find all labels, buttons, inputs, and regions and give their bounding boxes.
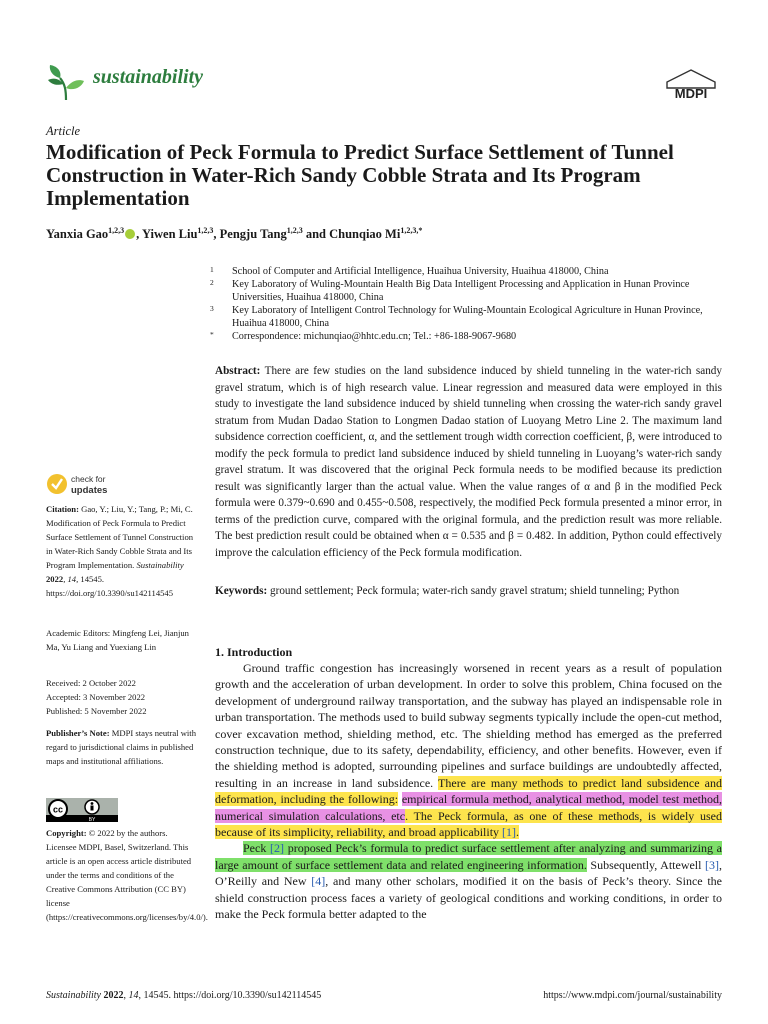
received-date: Received: 2 October 2022 [46,678,136,688]
check-for-updates-button[interactable] [46,470,126,498]
accepted-date: Accepted: 3 November 2022 [46,692,146,702]
abstract-text: There are few studies on the land subsidence induced by shield tunneling in the water-rich sandy gravel stratum, which is of high research value. Linear regression and measured data were employed in this study to investigate the land subsidence induced by shield tunneling when crossing the water-rich sandy gravel stratum from Mudan Dadao Station to Longmen Dadao station of Luoyang Metro Line 2. The maximum land subsidence correction coefficient, α, and the settlement trough width correction coefficient, β, were introduced to modify the peck formula to predict land subsidence induced by shield tunneling in Luoyang’s water-rich sandy gravel stratum. It was discovered that the original Peck formula needs to be modified because its prediction result was significantly larger than the actual value. When the value ranges of α and β in the modified Peck formula were 0.379~0.690 and 0.455~0.508, respectively, the modified Peck formula presented a minor error, in terms of the prediction curve, compared with the original formula, and the prediction result was more reliable. The best prediction result could be obtained when α = 0.535 and β = 0.482. In addition, Python could effectively improve the calculation efficiency of the Peck formula modification. [215,365,722,559]
affiliations [210,265,720,344]
author-name: Yiwen Liu [141,227,198,242]
sustainability-logo-icon [46,62,86,102]
author-name: Pengju Tang [219,227,287,242]
keywords-label: Keywords: [215,585,268,597]
citation-block: Citation: Gao, Y.; Liu, Y.; Tang, P.; Mi, C. Modification of Peck Formula to Predict Surface Settlement of Tunnel Construction in Water-Rich Sandy Cobble Strata and Its Program Implementation. Sustainability 2022, 14, 14545. https://doi.org/10.3390/su142114545 [46,504,194,598]
citation-label: Citation: [46,504,79,514]
author-affil: 1,2,3,* [400,226,423,235]
affiliation-item: 3 Key Laboratory of Intelligent Control Technology for Wuling-Mountain Ecological Agriculture in Hunan Province, Huaihua 418000, China [210,304,703,330]
updates-label: updates [71,485,108,496]
citation-year: 2022 [46,574,64,584]
journal-name: sustainability [93,66,204,88]
keywords-text: ground settlement; Peck formula; water-rich sandy gravel stratum; shield tunneling; Python [270,585,680,597]
copyright-text: © 2022 by the authors. Licensee MDPI, Basel, Switzerland. This article is an open access article distributed under the terms and conditions of the Creative Commons Attribution (CC BY) license (https://creativecommons.org/licenses/by/4.0/). [46,828,208,922]
mdpi-wordmark: MDPI [674,86,708,101]
article-type: Article [46,124,81,138]
academic-editors: Academic Editors: Mingfeng Lei, Jianjun Ma, Yu Liang and Yuexiang Lin [46,628,189,652]
article-title: Modification of Peck Formula to Predict Surface Settlement of Tunnel Construction in Water-Rich Sandy Cobble Strata and Its Program Implementation [46,140,674,210]
correspondence: * Correspondence: michunqiao@hhtc.edu.cn; Tel.: +86-188-9067-9680 [210,330,517,343]
cc-by-license-icon[interactable] [46,798,118,822]
affiliation-item: 2 Key Laboratory of Wuling-Mountain Health Big Data Intelligent Processing and Application in Hunan Province Universities, Huaihua 418000, China [210,278,690,304]
intro-body [215,660,722,923]
citation-text: Gao, Y.; Liu, Y.; Tang, P.; Mi, C. Modification of Peck Formula to Predict Surface Settlement of Tunnel Construction in Water-Rich Sandy Cobble Strata and Its Program Implementation. [46,504,194,570]
citation-link[interactable]: [4] [311,874,326,889]
abstract-label: Abstract: [215,365,261,377]
dates [46,676,198,718]
citation-volume: 14, [67,574,79,584]
footer-journal-url[interactable]: https://www.mdpi.com/journal/sustainability [543,990,722,1001]
author-affil: 1,2,3 [197,226,214,235]
cc-icon-label: cc [52,804,64,815]
paragraph: Peck [2] proposed Peck’s formula to predict surface settlement after analyzing and summarizing a large amount of surface settlement data and related engineering information. Subsequently, Attewell [3], O’Reilly and New [4], and many other scholars, modified it on the basis of Peck’s theory. Since the shield construction process faces a variety of geological conditions and working conditions, in order to make the Peck formula better adapted to the [215,841,723,922]
copyright-label: Copyright: [46,828,87,838]
footer-citation: Sustainability 2022, 14, 14545. https://doi.org/10.3390/su142114545 [46,990,322,1001]
affiliation-item: 1 School of Computer and Artificial Intelligence, Huaihua University, Huaihua 418000, China [210,265,609,277]
check-for-label: check for [71,474,106,484]
author-list: Yanxia Gao$^{1,2,3}$ , Yiwen Liu$^{1,2,3}$, Pengju Tang$^{1,2,3}$ and Chunqiao $Mi^{1,2,3,*}$ [46,226,423,242]
publisher-note-text: MDPI stays neutral with regard to jurisdictional claims in published maps and institutional affiliations. [46,728,196,766]
published-date: Published: 5 November 2022 [46,706,147,716]
author-affil: 1,2,3 [108,226,125,235]
keywords [215,583,722,599]
highlight-green: Peck [2] proposed Peck’s formula to predict surface settlement after analyzing and summarizing a large amount of surface settlement data and related engineering information. [215,841,723,872]
publisher-note-label: Publisher’s Note: [46,728,110,738]
orcid-icon[interactable] [125,229,135,239]
citation-link[interactable]: [1] [502,825,517,840]
highlight-yellow: There are many methods to predict land subsidence and deformation, including the following: [215,775,722,807]
copyright-block [46,826,208,924]
citation-doi[interactable]: 14545. https://doi.org/10.3390/su142114545 [46,574,174,598]
paragraph: Ground traffic congestion has increasingly worsened in recent years as a result of population growth and the acceleration of urban development. In order to solve this problem, China focused on the development of underground railway transportation, and the subway has played an indispensable role in urban transportation. The methods used to build subway segments typically include the open-cut method, cover excavation method, shielding method, etc. The shielding method has emerged as the preferred construction technique, due to its safety, dependability, efficiency, and other benefits. However, even if the shielding method is adopted, surrounding pipelines and surface buildings are undoubtedly affected, resulting in an increase in land subsidence. There are many methods to predict land subsidence and deformation, including the following: empirical formula method, analytical method, model test method, numerical simulation calculations, etc. The Peck formula, as one of these methods, is widely used because of its simplicity, reliability, and broad applicability [1]. [215,661,723,840]
highlight-yellow: . The Peck formula, as one of these methods, is widely used because of its simplicity, reliability, and broad applicability [1]. [215,808,722,840]
section-heading: 1. Introduction [215,645,293,659]
citation-link[interactable]: [3] [705,857,720,872]
abstract [215,363,722,561]
citation-journal: Sustainability [136,560,184,570]
by-label: BY [88,817,96,822]
author-name: Yanxia Gao [46,227,109,242]
author-name: Chunqiao Mi [329,227,401,242]
publisher-note [46,726,198,768]
citation-link[interactable]: [2] [270,841,285,856]
author-affil: 1,2,3 [286,226,303,235]
mdpi-logo-icon [664,69,718,101]
highlight-pink: empirical formula method, analytical method, model test method, numerical simulation calculations, etc [215,792,723,823]
